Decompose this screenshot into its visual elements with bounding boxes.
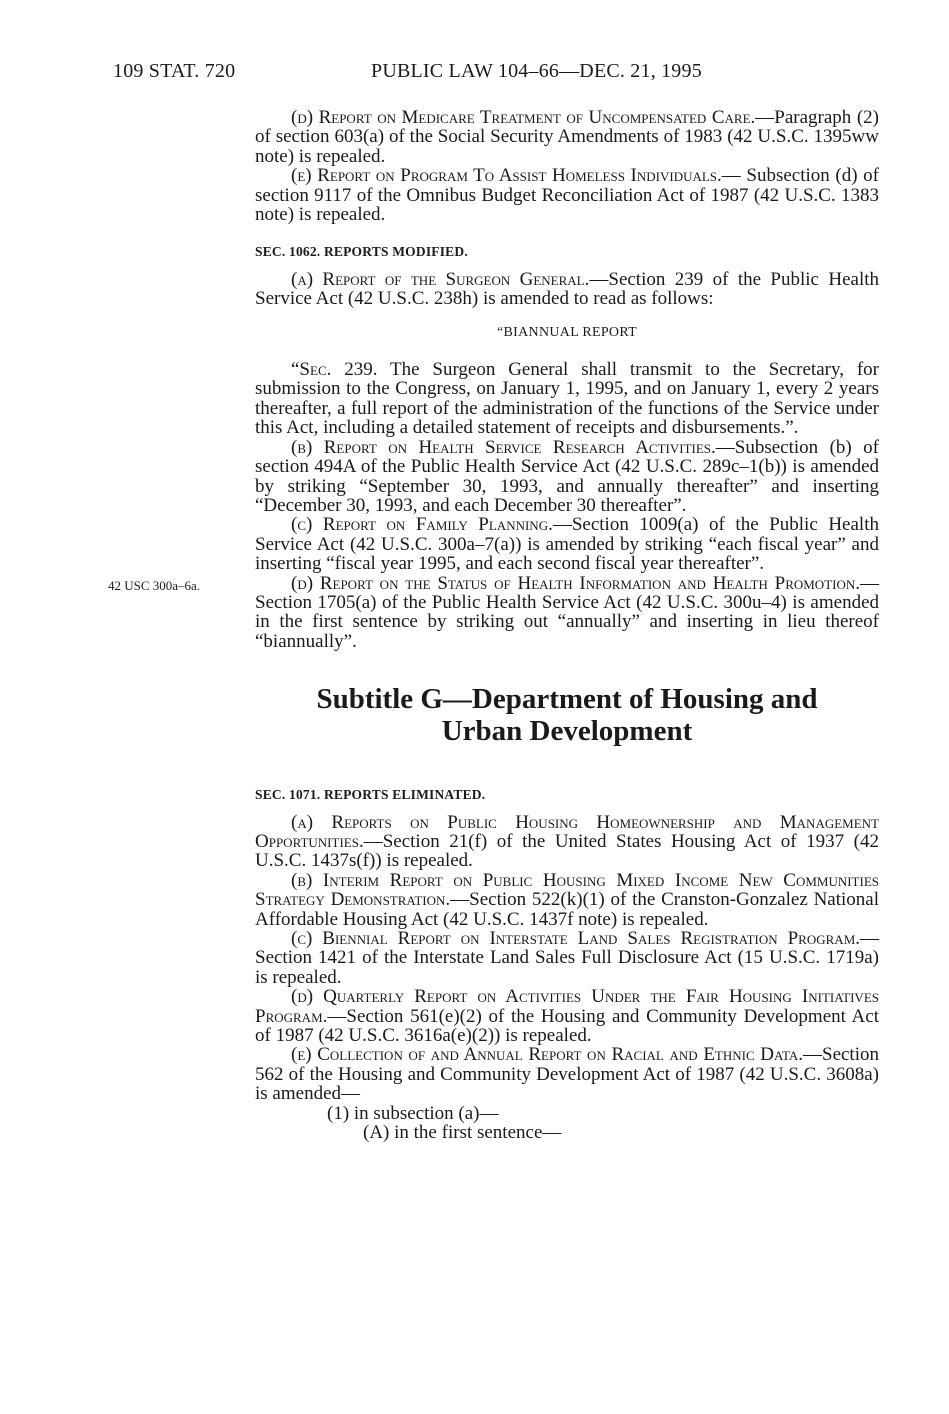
paragraph-e-homeless: (e) Report on Program To Assist Homeless Individuals.— Subsection (d) of section 9117 of the Omnibus Budget Reconciliation Act of 1987 (42 U.S.C. 1383 note) is repealed. — [255, 165, 879, 226]
paragraph-a-public-housing: (a) Reports on Public Housing Homeownership and Management Opportunities.—Section 21(f) of the United States Housing Act of 1937 (42 U.S.C. 1437s(f)) is repealed. — [255, 811, 879, 872]
section-heading-1071: SEC. 1071. REPORTS ELIMINATED. — [255, 787, 486, 803]
paragraph-b-health-research: (b) Report on Health Service Research Activities.—Subsection (b) of section 494A of the Public Health Service Act (42 U.S.C. 289c–1(b)) is amended by striking “September 30, 1993, and annually thereafter” and inserting “December 30, 1993, and each December 30 thereafter”. — [255, 436, 879, 516]
paragraph-sec-239: “Sec. 239. The Surgeon General shall transmit to the Secretary, for submission to the Congress, on January 1, 1995, and on January 1, every 2 years thereafter, a full report of the administration of the functions of the Service under this Act, including a detailed statement of receipts and disbursements.”. — [255, 359, 879, 439]
paragraph-e-racial-ethnic-data: (e) Collection of and Annual Report on Racial and Ethnic Data.—Section 562 of the Housing and Community Development Act of 1987 (42 U.S.C. 3608a) is amended— — [255, 1044, 879, 1105]
paragraph-d-medicare: (d) Report on Medicare Treatment of Uncompensated Care.—Paragraph (2) of section 603(a) of the Social Security Amendments of 1983 (42 U.S.C. 1395ww note) is repealed. — [255, 107, 879, 167]
paragraph-d-health-information: (d) Report on the Status of Health Information and Health Promotion.—Section 1705(a) of the Public Health Service Act (42 U.S.C. 300u–4) is amended in the first sentence by striking out “annually” and inserting in lieu thereof “biannually”. — [255, 572, 879, 652]
margin-note: 42 USC 300a–6a. — [108, 578, 201, 593]
paragraph-c-land-sales: (c) Biennial Report on Interstate Land Sales Registration Program.—Section 1421 of the Interstate Land Sales Full Disclosure Act (15 U.S.C. 1719a) is repealed. — [255, 928, 879, 988]
statute-page-number: 109 STAT. 720 — [113, 60, 236, 82]
paragraph-d-fair-housing: (d) Quarterly Report on Activities Under the Fair Housing Initiatives Program.—Section 561(e)(2) of the Housing and Community Development Act of 1987 (42 U.S.C. 3616a(e)(2)) is repealed. — [255, 986, 879, 1047]
public-law-citation: PUBLIC LAW 104–66—DEC. 21, 1995 — [371, 60, 702, 82]
page-header — [113, 60, 769, 86]
paragraph-a-surgeon-general: (a) Report of the Surgeon General.—Section 239 of the Public Health Service Act (42 U.S.C. 238h) is amended to read as follows: — [255, 268, 880, 310]
list-item-A: (A) in the first sentence— — [363, 1122, 562, 1144]
section-heading-1062: SEC. 1062. REPORTS MODIFIED. — [255, 244, 468, 260]
paragraph-b-interim-report: (b) Interim Report on Public Housing Mixed Income New Communities Strategy Demonstration.—Section 522(k)(1) of the Cranston-Gonzalez National Affordable Housing Act (42 U.S.C. 1437f note) is repealed. — [255, 869, 879, 930]
biannual-report-heading: “BIANNUAL REPORT — [497, 324, 637, 340]
list-item-1: (1) in subsection (a)— — [327, 1102, 499, 1124]
document-body — [255, 108, 879, 1142]
paragraph-c-family-planning: (c) Report on Family Planning.—Section 1009(a) of the Public Health Service Act (42 U.S.C. 300a–7(a)) is amended by striking “each fiscal year” and inserting “fiscal year 1995, and each second fiscal year thereafter”. — [255, 514, 879, 575]
subtitle-g-heading: Subtitle G—Department of Housing and Urban Development — [316, 683, 818, 748]
